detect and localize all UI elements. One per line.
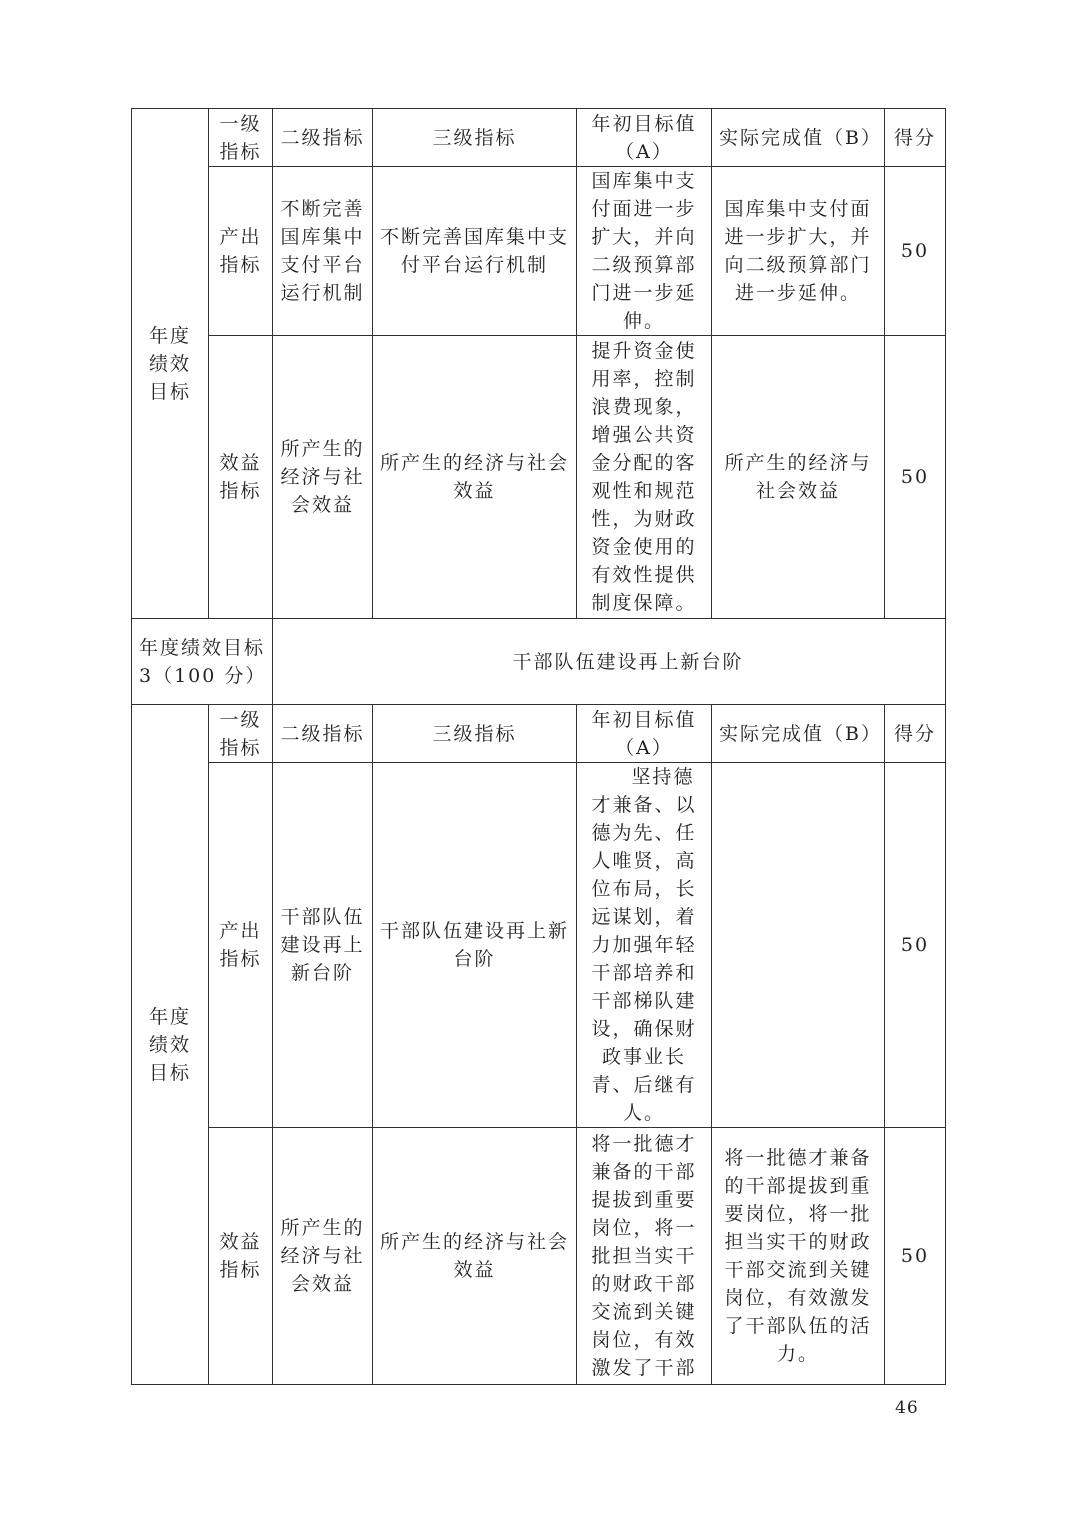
header-actual-value-b: 实际完成值（B） [712, 705, 885, 763]
cell-level1-output-indicator: 产出指标 [209, 167, 273, 336]
section2-side-label-annual-performance-goal: 年度绩效目标 [132, 705, 209, 1385]
cell-actual-value-b-empty [712, 763, 885, 1128]
cell-target-value-a: 国库集中支付面进一步扩大，并向二级预算部门进一步延伸。 [577, 167, 712, 336]
cell-level2-indicator: 干部队伍建设再上新台阶 [273, 763, 373, 1128]
cell-level3-indicator: 不断完善国库集中支付平台运行机制 [373, 167, 577, 336]
header-level3-indicator: 三级指标 [373, 705, 577, 763]
cell-score: 50 [885, 336, 946, 619]
header-level1-indicator: 一级指标 [209, 705, 273, 763]
header-level3-indicator: 三级指标 [373, 109, 577, 167]
table-row [132, 1128, 946, 1385]
cell-target-value-a-truncated: 将一批德才兼备的干部提拔到重要岗位，将一批担当实干的财政干部交流到关键岗位，有效激发了干部 [577, 1128, 712, 1385]
cell-level2-indicator: 所产生的经济与社会效益 [273, 1128, 373, 1385]
table-row [132, 763, 946, 1128]
table-row [132, 619, 946, 705]
header-level1-indicator: 一级指标 [209, 109, 273, 167]
section1-side-label-annual-performance-goal: 年度绩效目标 [132, 109, 209, 619]
header-level2-indicator: 二级指标 [273, 109, 373, 167]
header-target-value-a: 年初目标值（A） [577, 705, 712, 763]
header-target-value-a: 年初目标值（A） [577, 109, 712, 167]
header-score: 得分 [885, 109, 946, 167]
table-row [132, 167, 946, 336]
header-actual-value-b: 实际完成值（B） [712, 109, 885, 167]
cell-score: 50 [885, 1128, 946, 1385]
cell-actual-value-b: 所产生的经济与社会效益 [712, 336, 885, 619]
cell-level1-benefit-indicator: 效益指标 [209, 336, 273, 619]
cell-level3-indicator: 干部队伍建设再上新台阶 [373, 763, 577, 1128]
cell-actual-value-b: 将一批德才兼备的干部提拔到重要岗位，将一批担当实干的财政干部交流到关键岗位，有效激发了干部队伍的活力。 [712, 1128, 885, 1385]
cell-level2-indicator: 所产生的经济与社会效益 [273, 336, 373, 619]
cell-level1-output-indicator: 产出指标 [209, 763, 273, 1128]
cell-goal3-label: 年度绩效目标 3（100 分） [132, 619, 273, 705]
cell-score: 50 [885, 763, 946, 1128]
cell-level2-indicator: 不断完善国库集中支付平台运行机制 [273, 167, 373, 336]
performance-indicator-table [131, 108, 946, 1385]
header-score: 得分 [885, 705, 946, 763]
cell-level1-benefit-indicator: 效益指标 [209, 1128, 273, 1385]
cell-actual-value-b: 国库集中支付面进一步扩大，并向二级预算部门进一步延伸。 [712, 167, 885, 336]
cell-level3-indicator: 所产生的经济与社会效益 [373, 1128, 577, 1385]
cell-target-value-a: 提升资金使用率，控制浪费现象，增强公共资金分配的客观性和规范性，为财政资金使用的有效性提供制度保障。 [577, 336, 712, 619]
page-number: 46 [895, 1398, 919, 1418]
header-level2-indicator: 二级指标 [273, 705, 373, 763]
table-row [132, 336, 946, 619]
cell-level3-indicator: 所产生的经济与社会效益 [373, 336, 577, 619]
cell-target-value-a: 坚持德才兼备、以德为先、任人唯贤，高位布局，长远谋划，着力加强年轻干部培养和干部梯队建设，确保财政事业长青、后继有人。 [577, 763, 712, 1128]
cell-goal3-value: 干部队伍建设再上新台阶 [273, 619, 946, 705]
cell-score: 50 [885, 167, 946, 336]
